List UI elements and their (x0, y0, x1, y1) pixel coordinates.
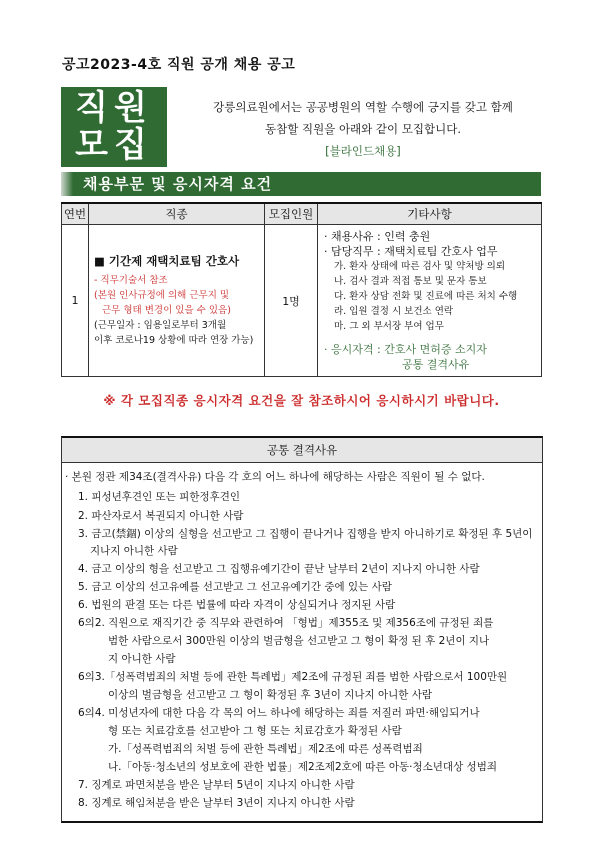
job-note-4: (근무일자 : 임용일로부터 3개월 (94, 319, 227, 331)
qualification-common: 공통 결격사유 (402, 358, 470, 371)
section-header (61, 172, 541, 196)
table-header-row (62, 203, 542, 225)
duty-item: 라. 입원 결정 시 보건소 연락 (334, 306, 454, 317)
intro-line2: 동참할 직원을 아래와 같이 모집합니다. (264, 122, 462, 136)
duty-item: 나. 검사 결과 적접 통보 및 문자 통보 (334, 276, 487, 287)
etc-duty: · 담당직무 : 재택치료팀 간호사 업무 (324, 245, 498, 258)
job-note-3: 근무 형태 변경이 있을 수 있음) (102, 304, 231, 316)
duty-item: 마. 그 외 부서장 부여 업무 (334, 321, 444, 332)
duty-item: 가. 환자 상태에 따른 검사 및 약처방 의뢰 (334, 261, 505, 272)
list-item: 7. 징계로 파면처분을 받은 날부터 5년이 지나지 아니한 사람 (78, 779, 355, 791)
header-job: 직종 (89, 203, 265, 225)
recruit-count: 1명 (265, 225, 318, 377)
list-item: 지나지 아니한 사람 (90, 545, 178, 557)
list-item: 지 아니한 사람 (108, 653, 176, 665)
job-title: ■ 기간제 재택치료팀 간호사 (94, 253, 240, 268)
list-item: 2. 파산자로서 복권되지 아니한 사람 (78, 510, 244, 522)
list-item: 범한 사람으로서 300만원 이상의 벌금형을 선고받고 그 형이 확정 된 후 2년이 지나 (108, 635, 490, 647)
disqualification-box (61, 462, 543, 823)
list-item: 8. 징계로 해임처분을 받은 날부터 3년이 지나지 아니한 사람 (78, 797, 355, 809)
header-etc: 기타사항 (318, 203, 542, 225)
disqualification-title: 공통 결격사유 (61, 436, 543, 463)
list-item: 나.「아동·청소년의 성보호에 관한 법률」제2조제2호에 따른 아동·청소년대상 성범죄 (108, 761, 497, 773)
list-item: 이상의 벌금형을 선고받고 그 형이 확정된 후 3년이 지나지 아니한 사람 (108, 689, 433, 701)
etc-reason: · 채용사유 : 인력 충원 (324, 230, 431, 243)
list-item: 6의3.「성폭력범죄의 처벌 등에 관한 특례법」제2조에 규정된 죄를 범한 사람으로서 100만원 (78, 671, 508, 683)
notice-title: 공고2023-4호 직원 공개 채용 공고 (62, 57, 296, 73)
job-cell (89, 225, 265, 377)
list-item: 5. 금고 이상의 선고유예를 선고받고 그 선고유예기간 중에 있는 사람 (78, 581, 392, 593)
recruit-logo (61, 87, 167, 167)
section-bar-gradient (61, 172, 73, 196)
list-item: 1. 피성년후견인 또는 피한정후견인 (78, 491, 241, 503)
table-row (62, 225, 542, 377)
row-num: 1 (62, 225, 89, 377)
list-item: 형 또는 치료감호를 선고받아 그 형 또는 치료감호가 확정된 사람 (108, 725, 402, 737)
qualification: · 응시자격 : 간호사 면허증 소지자 (324, 343, 487, 356)
list-item: 6의4. 미성년자에 대한 다음 각 목의 어느 하나에 해당하는 죄를 저질러 파면·해임되거나 (78, 707, 480, 719)
list-item: 4. 금고 이상의 형을 선고받고 그 집행유예기간이 끝난 날부터 2년이 지나지 아니한 사람 (78, 563, 480, 575)
logo-line2: 모집 (75, 125, 153, 165)
recruit-table (61, 202, 542, 377)
job-note-5: 이후 코로나19 상황에 따라 연장 가능) (94, 334, 254, 346)
blind-recruit-tag: [블라인드채용] (325, 144, 401, 158)
header-num: 연번 (62, 203, 89, 225)
job-note-2: (본원 인사규정에 의해 근무지 및 (94, 289, 230, 301)
header-count: 모집인원 (265, 203, 318, 225)
list-item: 6의2. 직원으로 재직기간 중 직무와 관련하여 「형법」제355조 및 제356조에 규정된 죄를 (78, 617, 494, 629)
apply-notice: ※ 각 모집직종 응시자격 요건을 잘 참조하시어 응시하시기 바랍니다. (103, 393, 500, 408)
list-item: 6. 법원의 판결 또는 다른 법률에 따라 자격이 상실되거나 정지된 사람 (78, 599, 396, 611)
intro-line1: 강릉의료원에서는 공공병원의 역할 수행에 긍지를 갖고 함께 (213, 100, 513, 114)
section-title: 채용부문 및 응시자격 요건 (73, 172, 541, 196)
intro-text (178, 96, 548, 162)
list-item: 3. 금고(禁錮) 이상의 실형을 선고받고 그 집행이 끝나거나 집행을 받지 아니하기로 확정된 후 5년이 (78, 528, 533, 540)
logo-line1: 직원 (75, 88, 153, 128)
list-item: 가.「성폭력범죄의 처벌 등에 관한 특례법」제2조에 따른 성폭력범죄 (108, 743, 423, 755)
job-note-1: - 직무기술서 참조 (94, 274, 168, 286)
disqualification-lead: · 본원 정관 제34조(결격사유) 다음 각 호의 어느 하나에 해당하는 사람은 직원이 될 수 없다. (65, 471, 485, 483)
duty-item: 다. 환자 상담 전화 및 진료에 따른 처치 수행 (334, 291, 518, 302)
etc-cell (318, 225, 542, 377)
